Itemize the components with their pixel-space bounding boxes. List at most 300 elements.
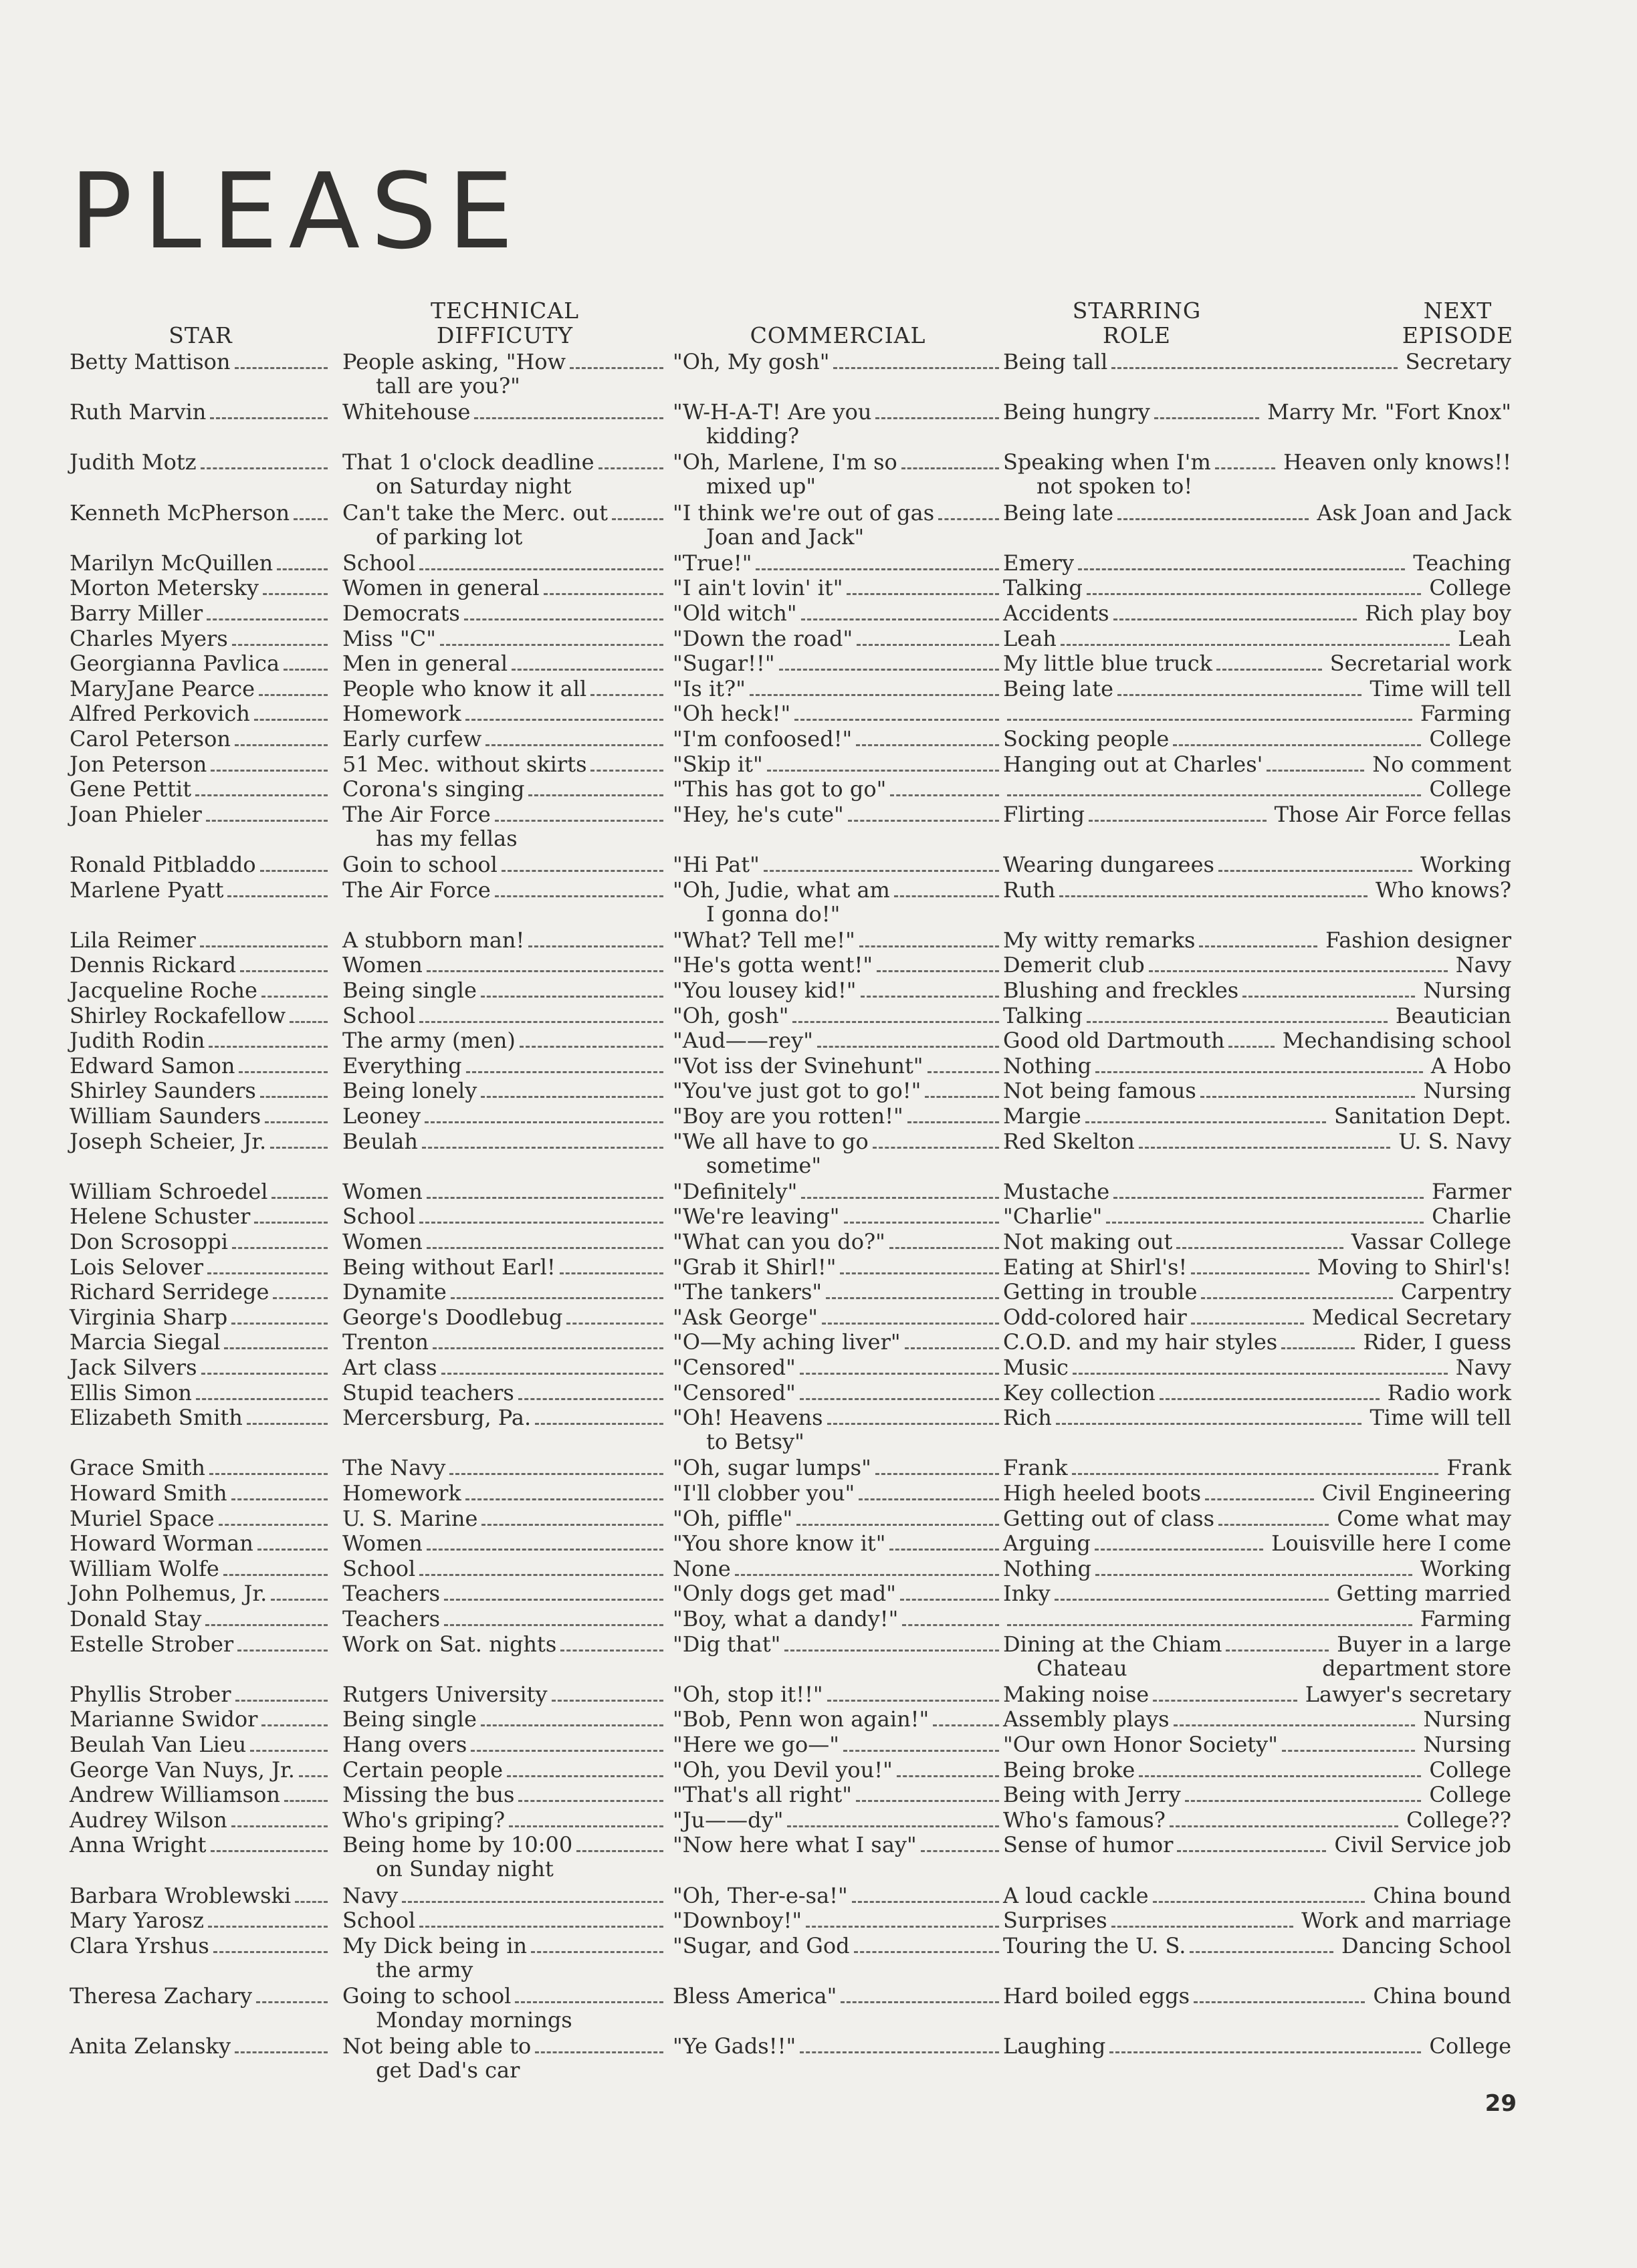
role-text: Being tall: [1003, 349, 1108, 374]
role-line: [1003, 1004, 1511, 1028]
role-cell: [1003, 1330, 1511, 1354]
next-episode-text: Work and marriage: [1301, 1908, 1511, 1934]
dot-leader: [507, 1775, 663, 1777]
difficulty-cell: [342, 1808, 667, 1832]
dot-leader: [1200, 1096, 1416, 1098]
dot-leader: [764, 870, 999, 872]
role-cell: [1003, 1481, 1511, 1505]
dot-leader: [902, 1624, 999, 1626]
commercial-line: [673, 1104, 1003, 1128]
next-episode-text: U. S. Navy: [1398, 1128, 1511, 1154]
commercial-line: [673, 1557, 1003, 1581]
difficulty-text: The Air Force: [342, 801, 491, 827]
commercial-line: [673, 1129, 1003, 1153]
dot-leader: [208, 1926, 328, 1928]
commercial-cell: [673, 651, 1003, 675]
commercial-text: "We all have to go: [673, 1128, 869, 1154]
dot-leader: [1282, 1750, 1415, 1752]
commercial-text: "I ain't lovin' it": [673, 575, 843, 601]
role-cell: [1003, 1506, 1511, 1530]
commercial-text: "Definitely": [673, 1178, 798, 1204]
role-text: Hard boiled eggs: [1003, 1983, 1190, 2009]
star-cell: [70, 1783, 332, 1807]
star-line: [70, 1405, 332, 1430]
commercial-continuation: [673, 902, 1003, 926]
difficulty-text: Leoney: [342, 1103, 421, 1129]
role-cell: [1003, 501, 1511, 525]
role-text: Being broke: [1003, 1756, 1135, 1783]
dot-leader: [195, 794, 328, 796]
role-cell: [1003, 701, 1511, 725]
star-name: Dennis Rickard: [70, 952, 237, 978]
dot-leader: [1113, 1197, 1424, 1199]
difficulty-text: Everything: [342, 1052, 462, 1079]
dot-leader: [239, 1071, 328, 1073]
difficulty-line: [342, 1255, 667, 1279]
difficulty-text: Whitehouse: [342, 399, 471, 425]
star-cell: [70, 1732, 332, 1756]
difficulty-cell: [342, 1707, 667, 1731]
role-text: Good old Dartmouth: [1003, 1028, 1225, 1054]
difficulty-cell: [342, 727, 667, 751]
dot-leader: [295, 1901, 328, 1903]
difficulty-text: Being home by 10:00: [342, 1832, 573, 1858]
dot-leader: [1095, 1574, 1412, 1576]
commercial-line: [673, 752, 1003, 776]
star-name: Helene Schuster: [70, 1204, 251, 1230]
dot-leader: [833, 367, 999, 369]
dot-leader: [201, 1373, 328, 1375]
difficulty-line: [342, 701, 667, 725]
star-line: [70, 1607, 332, 1631]
dot-leader: [875, 1473, 999, 1475]
role-line: [1003, 1230, 1511, 1254]
difficulty-cell: [342, 853, 667, 877]
commercial-cell: [673, 450, 1003, 498]
dot-leader: [900, 1599, 999, 1601]
role-line: [1003, 1884, 1511, 1908]
dot-leader: [502, 870, 663, 872]
commercial-text: "Aud——rey": [673, 1028, 813, 1054]
dot-leader: [261, 996, 328, 998]
commercial-line: [673, 627, 1003, 651]
role-text: Music: [1003, 1355, 1069, 1380]
commercial-cell: [673, 1984, 1003, 2008]
difficulty-line: [342, 576, 667, 600]
commercial-text: "Boy are you rotten!": [673, 1103, 903, 1129]
difficulty-line: [342, 1531, 667, 1555]
star-line: [70, 1381, 332, 1405]
role-text: Arguing: [1003, 1530, 1091, 1557]
star-line: [70, 1506, 332, 1530]
commercial-cell: [673, 1758, 1003, 1782]
commercial-text: "You've just got to go!": [673, 1078, 921, 1104]
dot-leader: [481, 1724, 663, 1726]
dot-leader: [515, 2001, 663, 2003]
role-cell: [1003, 1531, 1511, 1555]
dot-leader: [794, 719, 999, 721]
role-cell: [1003, 1028, 1511, 1052]
dot-leader: [433, 1347, 663, 1349]
commercial-cell: [673, 1355, 1003, 1379]
difficulty-line: [342, 777, 667, 801]
commercial-cell: [673, 1581, 1003, 1605]
star-name: Mary Yarosz: [70, 1908, 204, 1934]
role-cell: [1003, 928, 1511, 952]
dot-leader: [210, 417, 328, 419]
role-line: [1003, 601, 1511, 625]
commercial-cell: [673, 677, 1003, 701]
role-continuation: [1003, 474, 1511, 498]
difficulty-cell: [342, 1884, 667, 1908]
star-cell: [70, 1557, 332, 1581]
commercial-cell: [673, 1179, 1003, 1204]
next-episode-text: A Hobo: [1430, 1052, 1511, 1079]
dot-leader: [250, 1750, 328, 1752]
star-line: [70, 928, 332, 952]
dot-leader: [205, 1624, 328, 1626]
commercial-line: [673, 953, 1003, 977]
difficulty-line: [342, 1355, 667, 1379]
star-name: Kenneth McPherson: [70, 499, 290, 526]
commercial-text: "Ju——dy": [673, 1807, 784, 1833]
star-cell: [70, 1632, 332, 1656]
commercial-cell: [673, 1732, 1003, 1756]
star-line: [70, 1758, 332, 1782]
star-name: Phyllis Strober: [70, 1681, 231, 1707]
difficulty-text: School: [342, 1555, 416, 1581]
commercial-text: "Here we go—": [673, 1732, 839, 1757]
difficulty-line: [342, 1330, 667, 1354]
dot-leader: [224, 1347, 328, 1349]
dot-leader: [294, 518, 328, 520]
difficulty-text: Teachers: [342, 1581, 441, 1607]
difficulty-text: Corona's singing: [342, 776, 525, 802]
next-episode-text: Teaching: [1413, 550, 1511, 576]
commercial-text: "Downboy!": [673, 1908, 802, 1934]
star-cell: [70, 1456, 332, 1480]
difficulty-line: [342, 1054, 667, 1078]
dot-leader: [801, 1197, 999, 1199]
star-name: Clara Yrshus: [70, 1932, 209, 1958]
commercial-text: "Hi Pat": [673, 852, 760, 877]
role-cell: [1003, 953, 1511, 977]
dot-leader: [290, 1021, 328, 1023]
role-line: [1003, 1506, 1511, 1530]
difficulty-text: Homework: [342, 701, 461, 727]
dot-leader: [859, 945, 999, 947]
header-commercial-line: COMMERCIAL: [750, 322, 926, 348]
dot-leader: [206, 820, 328, 822]
difficulty-text: Women: [342, 1178, 423, 1204]
star-name: Lois Selover: [70, 1254, 204, 1280]
difficulty-line: [342, 1808, 667, 1832]
dot-leader: [889, 1247, 999, 1249]
difficulty-line: [342, 1984, 667, 2008]
dot-leader: [756, 568, 999, 570]
star-name: Don Scrosoppi: [70, 1229, 228, 1254]
commercial-line: [673, 2034, 1003, 2058]
difficulty-cell: [342, 1833, 667, 1881]
role-cell: [1003, 1355, 1511, 1379]
difficulty-text: Missing the bus: [342, 1782, 515, 1808]
next-episode-text: College: [1429, 1756, 1511, 1783]
role-line: [1003, 450, 1511, 474]
difficulty-cell: [342, 1054, 667, 1078]
difficulty-text-continued: on Saturday night: [376, 473, 572, 499]
dot-leader: [419, 568, 663, 570]
role-line: [1003, 1280, 1511, 1304]
commercial-line: [673, 1054, 1003, 1078]
dot-leader: [273, 1297, 328, 1299]
dot-leader: [1191, 1272, 1309, 1274]
star-cell: [70, 1934, 332, 1958]
dot-leader: [1111, 367, 1397, 369]
dot-leader: [284, 1800, 328, 1802]
role-text: C.O.D. and my hair styles: [1003, 1329, 1278, 1355]
dot-leader: [800, 1373, 999, 1375]
role-line: [1003, 978, 1511, 1002]
difficulty-line: [342, 1783, 667, 1807]
commercial-text: "Oh, piffle": [673, 1505, 793, 1531]
next-episode-text-continued: department store: [1322, 1655, 1511, 1681]
star-line: [70, 450, 332, 474]
commercial-line: [673, 1808, 1003, 1832]
dot-leader: [481, 1524, 663, 1526]
role-cell: [1003, 677, 1511, 701]
next-episode-text: Nursing: [1423, 1078, 1511, 1104]
difficulty-line: [342, 1908, 667, 1932]
commercial-cell: [673, 1330, 1003, 1354]
dot-leader: [441, 1373, 663, 1375]
role-text: Accidents: [1003, 600, 1109, 626]
commercial-cell: [673, 1456, 1003, 1480]
next-episode-text: Navy: [1455, 952, 1511, 978]
header-role: [1003, 288, 1271, 348]
role-text: Frank: [1003, 1455, 1068, 1481]
commercial-cell: [673, 1908, 1003, 1932]
dot-leader: [440, 644, 663, 646]
star-cell: [70, 627, 332, 651]
role-text: My little blue truck: [1003, 651, 1213, 677]
commercial-line: [673, 928, 1003, 952]
dot-leader: [938, 518, 999, 520]
commercial-line: [673, 978, 1003, 1002]
role-line: [1003, 651, 1511, 675]
star-name: George Van Nuys, Jr.: [70, 1756, 295, 1783]
next-episode-text: Louisville here I come: [1271, 1530, 1511, 1557]
difficulty-text: Work on Sat. nights: [342, 1631, 557, 1657]
difficulty-text: Being single: [342, 1706, 477, 1732]
next-episode-text: Buyer in a large: [1337, 1631, 1511, 1657]
star-line: [70, 1557, 332, 1581]
dot-leader: [271, 1599, 328, 1601]
dot-leader: [1216, 669, 1322, 671]
commercial-line: [673, 350, 1003, 374]
dot-leader: [848, 820, 999, 822]
commercial-text: "O—My aching liver": [673, 1329, 901, 1355]
star-cell: [70, 1758, 332, 1782]
next-episode-text: Who knows?: [1375, 877, 1511, 903]
role-line: [1003, 1104, 1511, 1128]
role-cell: [1003, 1808, 1511, 1832]
difficulty-cell: [342, 1355, 667, 1379]
commercial-text: "You shore know it": [673, 1530, 886, 1557]
dot-leader: [933, 1724, 999, 1726]
star-name: Jack Silvers: [70, 1355, 197, 1380]
role-line: [1003, 1129, 1511, 1153]
page-number: 29: [1485, 2090, 1517, 2117]
dot-leader: [200, 945, 328, 947]
dot-leader: [894, 895, 999, 897]
difficulty-cell: [342, 1984, 667, 2032]
difficulty-text: Being without Earl!: [342, 1254, 556, 1280]
role-line: [1003, 350, 1511, 374]
next-episode-text: Radio work: [1387, 1379, 1511, 1405]
difficulty-cell: [342, 601, 667, 625]
difficulty-cell: [342, 1908, 667, 1932]
dot-leader: [207, 1272, 328, 1274]
commercial-text: "Oh heck!": [673, 701, 791, 727]
dot-leader: [402, 1901, 663, 1903]
difficulty-text: A stubborn man!: [342, 927, 525, 953]
role-line: [1003, 1783, 1511, 1807]
commercial-text: None: [673, 1555, 731, 1581]
dot-leader: [425, 1121, 663, 1123]
dot-leader: [847, 593, 999, 595]
difficulty-cell: [342, 1456, 667, 1480]
next-episode-text: Navy: [1455, 1355, 1511, 1380]
role-cell: [1003, 727, 1511, 751]
commercial-text: "We're leaving": [673, 1204, 840, 1230]
star-cell: [70, 1230, 332, 1254]
dot-leader: [259, 694, 328, 696]
commercial-line: [673, 601, 1003, 625]
difficulty-line: [342, 1305, 667, 1329]
role-text: Surprises: [1003, 1908, 1107, 1934]
dot-leader: [512, 669, 663, 671]
dot-leader: [750, 694, 999, 696]
header-difficulty-line: TECHNICAL: [430, 298, 580, 324]
star-cell: [70, 752, 332, 776]
next-episode-text: Farming: [1420, 701, 1511, 727]
role-cell: [1003, 1230, 1511, 1254]
star-cell: [70, 651, 332, 675]
dot-leader: [518, 1398, 663, 1400]
difficulty-cell: [342, 978, 667, 1002]
difficulty-line: [342, 1632, 667, 1656]
difficulty-line: [342, 677, 667, 701]
difficulty-text: Stupid teachers: [342, 1379, 514, 1405]
star-cell: [70, 1908, 332, 1932]
difficulty-continuation: [342, 826, 667, 850]
next-episode-text: College: [1429, 1782, 1511, 1808]
role-cell: [1003, 1884, 1511, 1908]
star-cell: [70, 1531, 332, 1555]
commercial-text: "This has got to go": [673, 776, 887, 802]
dot-leader: [464, 618, 663, 620]
dot-leader: [465, 719, 663, 721]
commercial-text: "Down the road": [673, 625, 853, 651]
commercial-cell: [673, 1204, 1003, 1228]
role-line: [1003, 1054, 1511, 1078]
difficulty-text: Being lonely: [342, 1078, 477, 1104]
role-cell: [1003, 1179, 1511, 1204]
header-role-line: STARRING: [1072, 298, 1202, 324]
difficulty-text: People who know it all: [342, 675, 587, 701]
commercial-line: [673, 1230, 1003, 1254]
star-name: Jon Peterson: [70, 751, 207, 777]
role-cell: [1003, 601, 1511, 625]
commercial-cell: [673, 627, 1003, 651]
star-name: Donald Stay: [70, 1606, 202, 1631]
difficulty-text: Men in general: [342, 651, 508, 677]
commercial-line: [673, 1607, 1003, 1631]
difficulty-line: [342, 978, 667, 1002]
commercial-continuation: [673, 1153, 1003, 1177]
dot-leader: [890, 794, 999, 796]
star-line: [70, 627, 332, 651]
commercial-cell: [673, 2034, 1003, 2058]
commercial-text: "Censored": [673, 1355, 796, 1380]
dot-leader: [857, 644, 999, 646]
commercial-cell: [673, 1381, 1003, 1405]
dot-leader: [427, 1247, 663, 1249]
role-cell: [1003, 1984, 1511, 2008]
commercial-cell: [673, 501, 1003, 549]
dot-leader: [209, 1473, 328, 1475]
commercial-cell: [673, 928, 1003, 952]
dot-leader: [1194, 2001, 1365, 2003]
next-episode-text: Heaven only knows!!: [1283, 449, 1511, 475]
role-line: [1003, 1481, 1511, 1505]
dot-leader: [223, 1574, 328, 1576]
commercial-text-continued: to Betsy": [706, 1429, 804, 1455]
difficulty-line: [342, 627, 667, 651]
dot-leader: [1111, 1926, 1293, 1928]
commercial-line: [673, 1355, 1003, 1379]
commercial-text: Bless America": [673, 1983, 837, 2009]
star-name: Joseph Scheier, Jr.: [70, 1128, 267, 1154]
star-line: [70, 1984, 332, 2008]
dot-leader: [859, 1498, 999, 1500]
difficulty-cell: [342, 1934, 667, 1982]
difficulty-line: [342, 1732, 667, 1756]
dot-leader: [856, 744, 999, 746]
dot-leader: [552, 1700, 663, 1702]
difficulty-cell: [342, 1557, 667, 1581]
difficulty-line: [342, 1079, 667, 1103]
dot-leader: [1176, 1247, 1343, 1249]
star-name: Anna Wright: [70, 1832, 207, 1858]
role-line: [1003, 1707, 1511, 1731]
difficulty-line: [342, 1758, 667, 1782]
role-line: [1003, 727, 1511, 751]
role-text: Odd-colored hair: [1003, 1304, 1187, 1330]
role-cell: [1003, 1758, 1511, 1782]
next-episode-text: China bound: [1373, 1983, 1511, 2009]
dot-leader: [1201, 1297, 1392, 1299]
commercial-cell: [673, 1506, 1003, 1530]
dot-leader: [897, 1775, 999, 1777]
dot-leader: [1007, 719, 1412, 721]
commercial-text: "He's gotta went!": [673, 952, 873, 978]
difficulty-cell: [342, 1758, 667, 1782]
commercial-line: [673, 576, 1003, 600]
role-text: Nothing: [1003, 1052, 1092, 1079]
dot-leader: [1267, 770, 1364, 772]
commercial-text: "Grab it Shirl!": [673, 1254, 837, 1280]
